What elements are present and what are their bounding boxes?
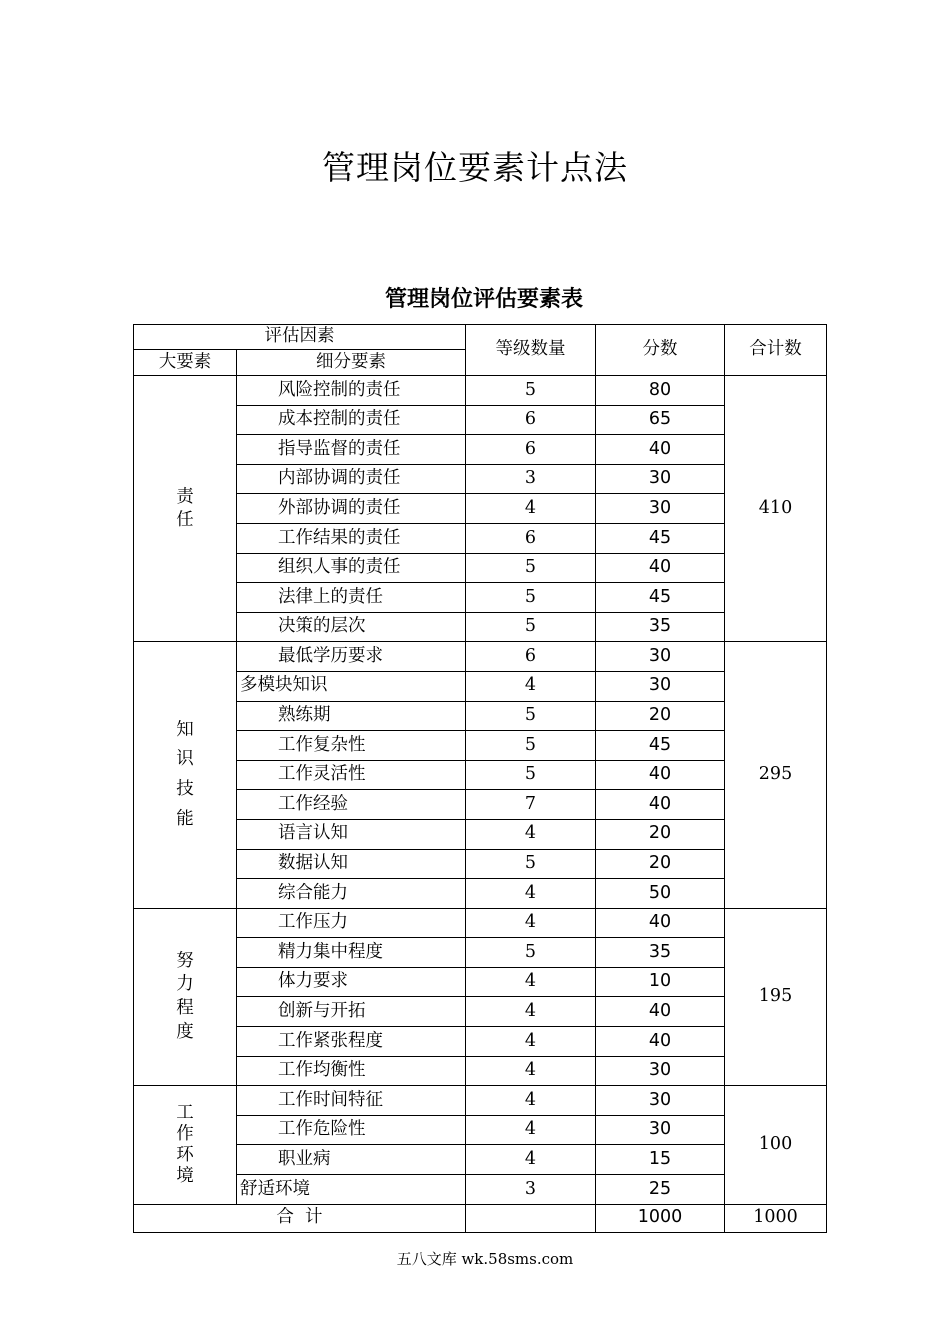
grade-count-cell: 5 [466,583,596,613]
category-cell [134,908,237,1086]
table-row [134,376,827,406]
score-cell: 20 [596,819,725,849]
table-row [134,1175,827,1205]
grade-count-cell: 4 [466,1115,596,1145]
score-cell: 45 [596,523,725,553]
grade-count-cell: 5 [466,731,596,761]
score-cell: 40 [596,760,725,790]
sub-factor-cell: 语言认知 [237,819,466,849]
score-cell: 30 [596,642,725,672]
total-label: 合 计 [134,1204,466,1232]
grade-count-cell: 4 [466,1086,596,1116]
score-cell: 40 [596,553,725,583]
sub-factor-cell: 风险控制的责任 [237,376,466,406]
table-row [134,879,827,909]
score-cell: 50 [596,879,725,909]
score-cell: 35 [596,938,725,968]
sub-factor-cell: 工作灵活性 [237,760,466,790]
score-cell: 35 [596,612,725,642]
subtotal-cell: 410 [725,376,827,642]
table-row [134,849,827,879]
table-row [134,1145,827,1175]
sub-factor-cell: 组织人事的责任 [237,553,466,583]
table-row [134,464,827,494]
grade-count-cell: 4 [466,1145,596,1175]
grade-count-cell: 4 [466,908,596,938]
table-row [134,938,827,968]
total-subtotal: 1000 [725,1204,827,1232]
document-title: 管理岗位要素计点法 [322,148,628,187]
category-label: 知识技能 [176,719,194,829]
table-row [134,642,827,672]
grade-count-cell: 7 [466,790,596,820]
header-subtotal: 合计数 [725,325,827,376]
table-row [134,790,827,820]
sub-factor-cell: 指导监督的责任 [237,435,466,465]
sub-factor-cell: 决策的层次 [237,612,466,642]
score-cell: 40 [596,1027,725,1057]
sub-factor-cell: 工作危险性 [237,1115,466,1145]
grade-count-cell: 4 [466,1056,596,1086]
score-cell: 15 [596,1145,725,1175]
grade-count-cell: 5 [466,612,596,642]
header-score: 分数 [596,325,725,376]
sub-factor-cell: 多模块知识 [237,671,466,701]
grade-count-cell: 5 [466,938,596,968]
header-eval-factor: 评估因素 [134,325,466,350]
grade-count-cell: 6 [466,435,596,465]
score-cell: 30 [596,494,725,524]
grade-count-cell: 6 [466,523,596,553]
sub-factor-cell: 内部协调的责任 [237,464,466,494]
table-row [134,583,827,613]
sub-factor-cell: 体力要求 [237,967,466,997]
category-label: 工作环境 [176,1102,194,1186]
score-cell: 30 [596,1086,725,1116]
grade-count-cell: 5 [466,376,596,406]
grade-count-cell: 5 [466,760,596,790]
score-cell: 45 [596,731,725,761]
grade-count-cell: 3 [466,464,596,494]
grade-count-cell: 4 [466,967,596,997]
sub-factor-cell: 工作时间特征 [237,1086,466,1116]
total-grade-count [466,1204,596,1232]
sub-factor-cell: 工作紧张程度 [237,1027,466,1057]
grade-count-cell: 6 [466,405,596,435]
table-row [134,405,827,435]
table-row [134,731,827,761]
category-label: 努力程度 [176,950,194,1042]
score-cell: 40 [596,908,725,938]
sub-factor-cell: 舒适环境 [237,1175,466,1205]
table-row [134,1115,827,1145]
sub-factor-cell: 精力集中程度 [237,938,466,968]
header-row [134,325,827,350]
score-cell: 10 [596,967,725,997]
table-row [134,523,827,553]
score-cell: 80 [596,376,725,406]
grade-count-cell: 3 [466,1175,596,1205]
table-row [134,1056,827,1086]
sub-factor-cell: 最低学历要求 [237,642,466,672]
sub-factor-cell: 数据认知 [237,849,466,879]
sub-factor-cell: 工作复杂性 [237,731,466,761]
sub-factor-cell: 综合能力 [237,879,466,909]
table-row [134,819,827,849]
category-cell [134,1086,237,1204]
score-cell: 25 [596,1175,725,1205]
sub-factor-cell: 职业病 [237,1145,466,1175]
sub-factor-cell: 熟练期 [237,701,466,731]
table-row [134,1086,827,1116]
score-cell: 65 [596,405,725,435]
table-row [134,612,827,642]
subtotal-cell: 295 [725,642,827,908]
score-cell: 40 [596,790,725,820]
header-grade-count: 等级数量 [466,325,596,376]
table-row [134,997,827,1027]
table-title: 管理岗位评估要素表 [384,287,583,312]
sub-factor-cell: 工作均衡性 [237,1056,466,1086]
table-row [134,671,827,701]
score-cell: 30 [596,671,725,701]
category-label: 责任 [176,486,194,530]
category-cell [134,376,237,642]
table-row [134,1027,827,1057]
score-cell: 20 [596,849,725,879]
grade-count-cell: 4 [466,819,596,849]
grade-count-cell: 6 [466,642,596,672]
footer-watermark: 五八文库 wk.58sms.com [396,1250,574,1268]
header-major: 大要素 [134,350,237,376]
category-cell [134,642,237,908]
table-row [134,494,827,524]
grade-count-cell: 5 [466,701,596,731]
table-row [134,760,827,790]
sub-factor-cell: 法律上的责任 [237,583,466,613]
score-cell: 20 [596,701,725,731]
table-row [134,967,827,997]
grade-count-cell: 4 [466,1027,596,1057]
evaluation-table [133,324,827,1233]
table-row [134,553,827,583]
grade-count-cell: 5 [466,849,596,879]
score-cell: 30 [596,464,725,494]
header-sub: 细分要素 [237,350,466,376]
sub-factor-cell: 工作结果的责任 [237,523,466,553]
subtotal-cell: 195 [725,908,827,1086]
score-cell: 30 [596,1056,725,1086]
table-row [134,908,827,938]
grade-count-cell: 4 [466,671,596,701]
sub-factor-cell: 创新与开拓 [237,997,466,1027]
sub-factor-cell: 成本控制的责任 [237,405,466,435]
table-row [134,701,827,731]
total-score: 1000 [596,1204,725,1232]
table-row [134,435,827,465]
score-cell: 30 [596,1115,725,1145]
score-cell: 40 [596,435,725,465]
sub-factor-cell: 工作压力 [237,908,466,938]
grade-count-cell: 4 [466,997,596,1027]
score-cell: 45 [596,583,725,613]
sub-factor-cell: 外部协调的责任 [237,494,466,524]
sub-factor-cell: 工作经验 [237,790,466,820]
grade-count-cell: 4 [466,494,596,524]
score-cell: 40 [596,997,725,1027]
subtotal-cell: 100 [725,1086,827,1204]
total-row [134,1204,827,1232]
grade-count-cell: 5 [466,553,596,583]
grade-count-cell: 4 [466,879,596,909]
